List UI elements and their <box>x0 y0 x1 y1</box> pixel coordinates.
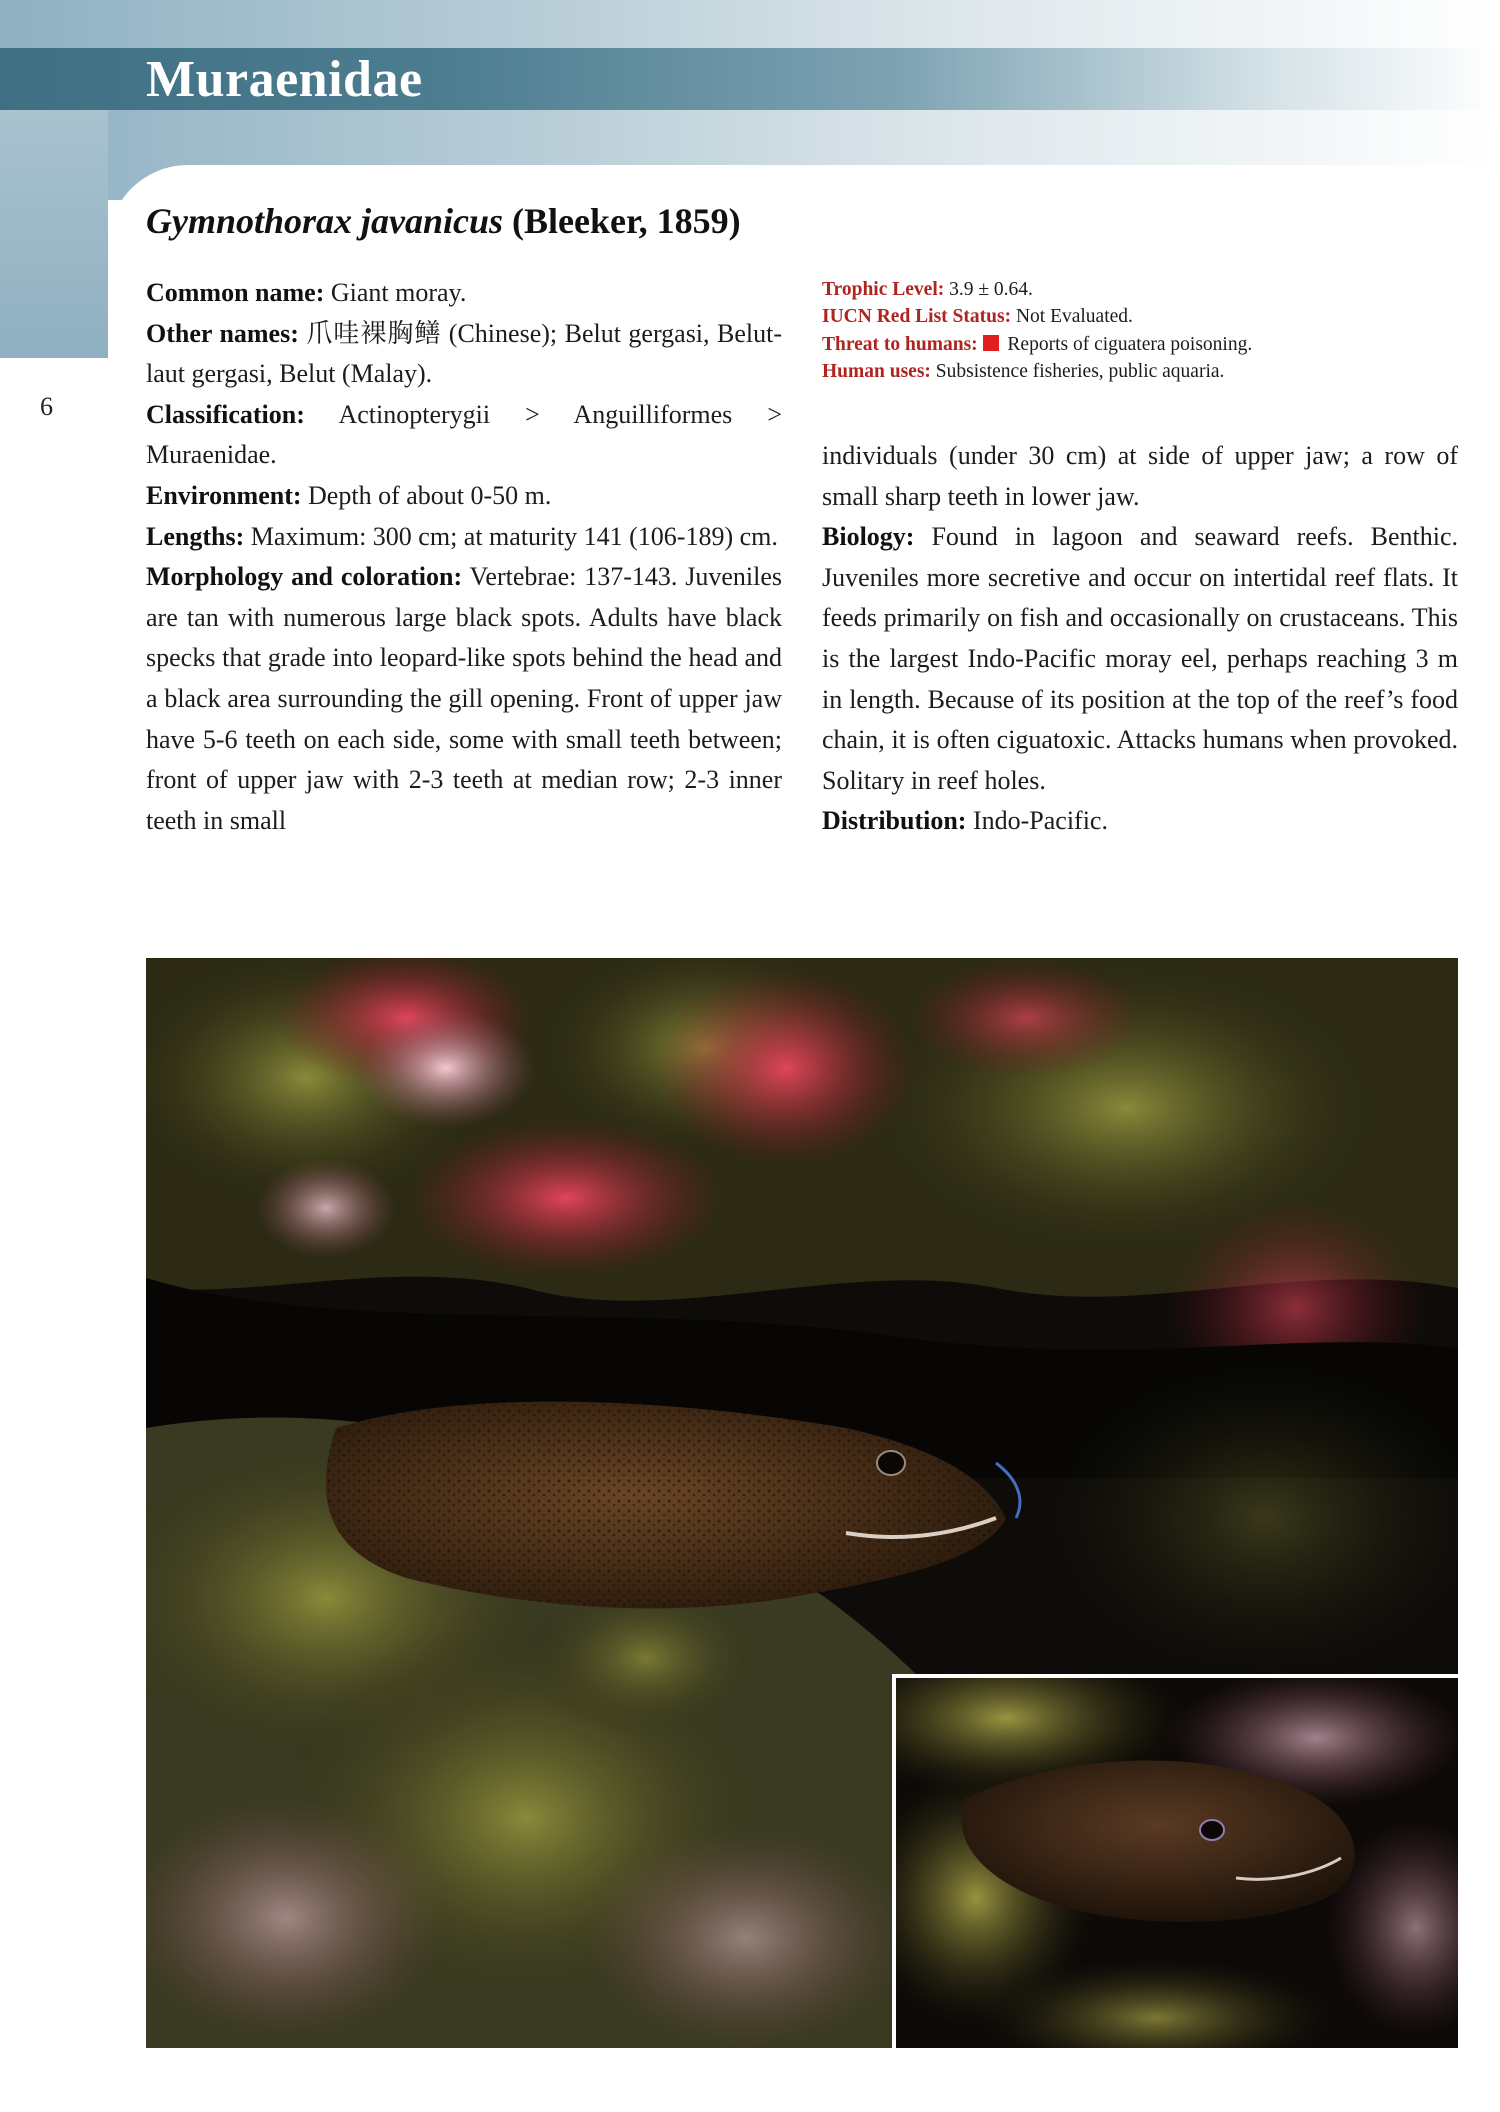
human-uses-row <box>822 358 1462 385</box>
page-number: 6 <box>40 392 53 421</box>
biology-label: Biology: <box>822 522 915 552</box>
distribution-label: Distribution: <box>822 806 967 836</box>
right-text-column <box>822 436 1458 842</box>
iucn-status-row <box>822 303 1462 330</box>
morphology-paragraph <box>146 557 782 841</box>
family-title: Muraenidae <box>146 51 423 108</box>
species-info-box <box>822 276 1462 386</box>
trophic-level-value: 3.9 ± 0.64. <box>944 279 1033 300</box>
other-names-value: 爪哇裸胸鳝 (Chinese); Belut gergasi, Belut-laut gergasi, Belut (Malay). <box>146 318 783 389</box>
left-text-column <box>146 273 782 841</box>
classification-label: Classification: <box>146 399 305 429</box>
trophic-level-row <box>822 276 1462 303</box>
environment-label: Environment: <box>146 480 302 510</box>
lengths-value: Maximum: 300 cm; at maturity 141 (106-189) cm. <box>244 521 778 551</box>
lengths-paragraph <box>146 517 782 558</box>
threat-label: Threat to humans: <box>822 333 978 355</box>
iucn-status-value: Not Evaluated. <box>1011 306 1133 328</box>
species-heading <box>146 198 741 244</box>
morphology-continued-paragraph: individuals (under 30 cm) at side of upper jaw; a row of small sharp teeth in lower jaw. <box>822 441 1458 511</box>
lengths-label: Lengths: <box>146 521 245 551</box>
biology-paragraph <box>822 517 1458 801</box>
classification-value: Actinopterygii > Anguilliformes > Muraenidae. <box>146 399 782 470</box>
morphology-value: Vertebrae: 137-143. Juveniles are tan with numerous large black spots. Adults have black specks that grade into leopard-like spots behind the head and a black area surrounding the gill opening. Front of upper jaw have 5-6 teeth on each side, some with small teeth between; front of upper jaw with 2-3 teeth at median row; 2-3 inner teeth in small <box>146 562 782 835</box>
morphology-label: Morphology and coloration: <box>146 562 463 592</box>
species-authority: (Bleeker, 1859) <box>512 201 741 241</box>
common-name-label: Common name: <box>146 278 325 307</box>
scientific-name: Gymnothorax javanicus <box>146 201 504 241</box>
threat-row <box>822 331 1462 358</box>
distribution-value: Indo-Pacific. <box>966 806 1108 836</box>
distribution-paragraph <box>822 801 1458 842</box>
other-names-paragraph <box>146 314 782 395</box>
inset-photo-giant-moray <box>892 1674 1458 2048</box>
environment-value: Depth of about 0-50 m. <box>301 480 552 510</box>
human-uses-label: Human uses: <box>822 361 931 383</box>
biology-value: Found in lagoon and seaward reefs. Benthic. Juveniles more secretive and occur on intertidal reef flats. It feeds primarily on fish and occasionally on crustaceans. This is the largest Indo-Pacific moray eel, perhaps reaching 3 m in length. Because of its position at the top of the reef’s food chain, it is often ciguatoxic. Attacks humans when provoked. Solitary in reef holes. <box>822 522 1458 795</box>
common-name-value: Giant moray. <box>324 278 467 307</box>
classification-paragraph <box>146 395 782 476</box>
human-uses-value: Subsistence fisheries, public aquaria. <box>930 361 1225 383</box>
inset-photo-illustration <box>896 1678 1458 2048</box>
threat-value: Reports of ciguatera poisoning. <box>1002 333 1253 355</box>
iucn-status-label: IUCN Red List Status: <box>822 306 1012 328</box>
common-name-paragraph <box>146 273 782 314</box>
threat-marker-icon <box>983 335 999 351</box>
other-names-label: Other names: <box>146 318 299 348</box>
environment-paragraph <box>146 476 782 517</box>
side-tab <box>0 110 108 358</box>
trophic-level-label: Trophic Level: <box>822 279 945 300</box>
